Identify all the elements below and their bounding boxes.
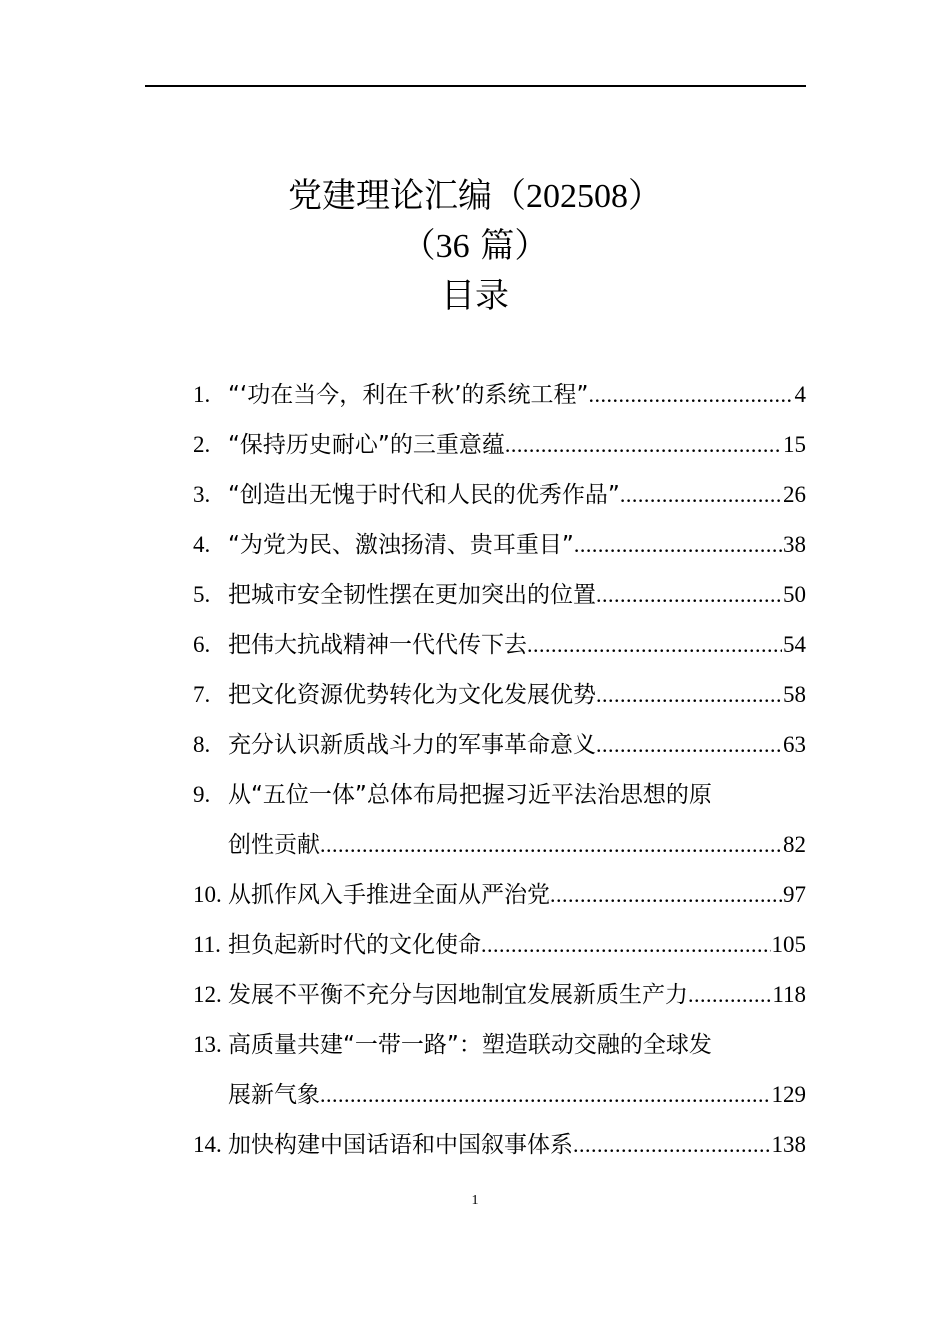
toc-entry-number: 11. (193, 932, 221, 957)
title-suffix: ） (628, 176, 662, 216)
toc-entry-number: 10. (193, 882, 222, 907)
dot-leader (596, 570, 782, 620)
toc-entry-title: 担负起新时代的文化使命 (228, 932, 481, 958)
toc-entry-page: 118 (772, 982, 806, 1007)
toc-entry-number: 12. (193, 982, 222, 1007)
table-of-contents (193, 370, 806, 1170)
toc-entry-number: 3. (193, 482, 211, 507)
dot-leader (505, 420, 782, 470)
toc-entry-title: 发展不平衡不充分与因地制宜发展新质生产力 (228, 982, 688, 1008)
toc-entry-number: 5. (193, 582, 211, 607)
dot-leader (481, 920, 771, 970)
toc-entry-title: 把城市安全韧性摆在更加突出的位置 (228, 582, 596, 608)
dot-leader (588, 370, 793, 420)
toc-entry[interactable] (193, 420, 806, 470)
toc-entry-number: 9. (193, 782, 211, 807)
dot-leader (573, 1120, 771, 1170)
toc-entry-title-continued: 展新气象 (228, 1082, 320, 1108)
toc-entry[interactable] (193, 570, 806, 620)
toc-entry-title: 从“五位一体”总体布局把握习近平法治思想的原 (228, 782, 712, 808)
dot-leader (620, 470, 782, 520)
dot-leader (574, 520, 782, 570)
toc-entry[interactable] (193, 720, 806, 770)
toc-entry-title: 把伟大抗战精神一代代传下去 (228, 632, 527, 658)
toc-entry-page: 4 (794, 382, 806, 407)
count-suffix: 篇） (469, 226, 549, 266)
toc-entry-page: 129 (771, 1082, 806, 1107)
toc-entry-page: 15 (783, 432, 806, 457)
toc-entry-page: 97 (783, 882, 806, 907)
dot-leader (596, 670, 782, 720)
article-count (0, 226, 950, 267)
toc-entry-number: 1. (193, 382, 211, 407)
dot-leader (596, 720, 782, 770)
title-date: 202508 (526, 178, 628, 215)
dot-leader (688, 970, 771, 1020)
toc-entry[interactable] (193, 970, 806, 1020)
toc-entry-title: “创造出无愧于时代和人民的优秀作品” (228, 482, 620, 508)
toc-entry[interactable] (193, 770, 806, 820)
toc-heading: 目录 (441, 276, 509, 316)
toc-entry-title: 把文化资源优势转化为文化发展优势 (228, 682, 596, 708)
toc-entry-page: 138 (771, 1132, 806, 1157)
toc-entry[interactable] (193, 470, 806, 520)
toc-entry-number: 8. (193, 732, 211, 757)
toc-entry[interactable] (193, 670, 806, 720)
toc-entry[interactable] (193, 1120, 806, 1170)
header-rule (145, 85, 806, 87)
toc-entry[interactable] (193, 1020, 806, 1070)
toc-entry-title: 充分认识新质战斗力的军事革命意义 (228, 732, 596, 758)
count-prefix: （ (401, 226, 436, 266)
page-number: 1 (471, 1193, 479, 1208)
toc-entry-title-continued: 创性贡献 (228, 832, 320, 858)
toc-entry-title: “为党为民、激浊扬清、贵耳重目” (228, 532, 574, 558)
toc-entry[interactable] (193, 620, 806, 670)
toc-entry[interactable] (193, 520, 806, 570)
toc-entry-title: “保持历史耐心”的三重意蕴 (228, 432, 505, 458)
toc-entry-number: 6. (193, 632, 211, 657)
toc-entry-title: “‘功在当今，利在千秋’的系统工程” (228, 382, 589, 408)
toc-entry-page: 63 (783, 732, 806, 757)
toc-entry-continuation[interactable] (193, 1070, 806, 1120)
toc-entry-page: 82 (783, 832, 806, 857)
toc-entry-number: 4. (193, 532, 211, 557)
toc-entry-page: 38 (783, 532, 806, 557)
toc-entry-number: 13. (193, 1032, 222, 1057)
toc-entry-title: 从抓作风入手推进全面从严治党 (228, 882, 550, 908)
document-title (0, 176, 950, 217)
toc-entry[interactable] (193, 920, 806, 970)
dot-leader (550, 870, 782, 920)
toc-entry-number: 2. (193, 432, 211, 457)
toc-entry-page: 105 (771, 932, 806, 957)
toc-entry-page: 50 (783, 582, 806, 607)
toc-entry-number: 14. (193, 1132, 222, 1157)
toc-entry[interactable] (193, 370, 806, 420)
toc-entry[interactable] (193, 870, 806, 920)
toc-entry-page: 58 (783, 682, 806, 707)
toc-entry-title: 高质量共建“一带一路”：塑造联动交融的全球发 (228, 1032, 712, 1058)
count-number: 36 (435, 228, 470, 265)
toc-entry-continuation[interactable] (193, 820, 806, 870)
toc-entry-page: 26 (783, 482, 806, 507)
toc-entry-number: 7. (193, 682, 211, 707)
dot-leader (527, 620, 782, 670)
toc-entry-page: 54 (783, 632, 806, 657)
toc-entry-title: 加快构建中国话语和中国叙事体系 (228, 1132, 573, 1158)
dot-leader (320, 1070, 771, 1120)
title-prefix: 党建理论汇编（ (288, 176, 526, 216)
dot-leader (320, 820, 782, 870)
